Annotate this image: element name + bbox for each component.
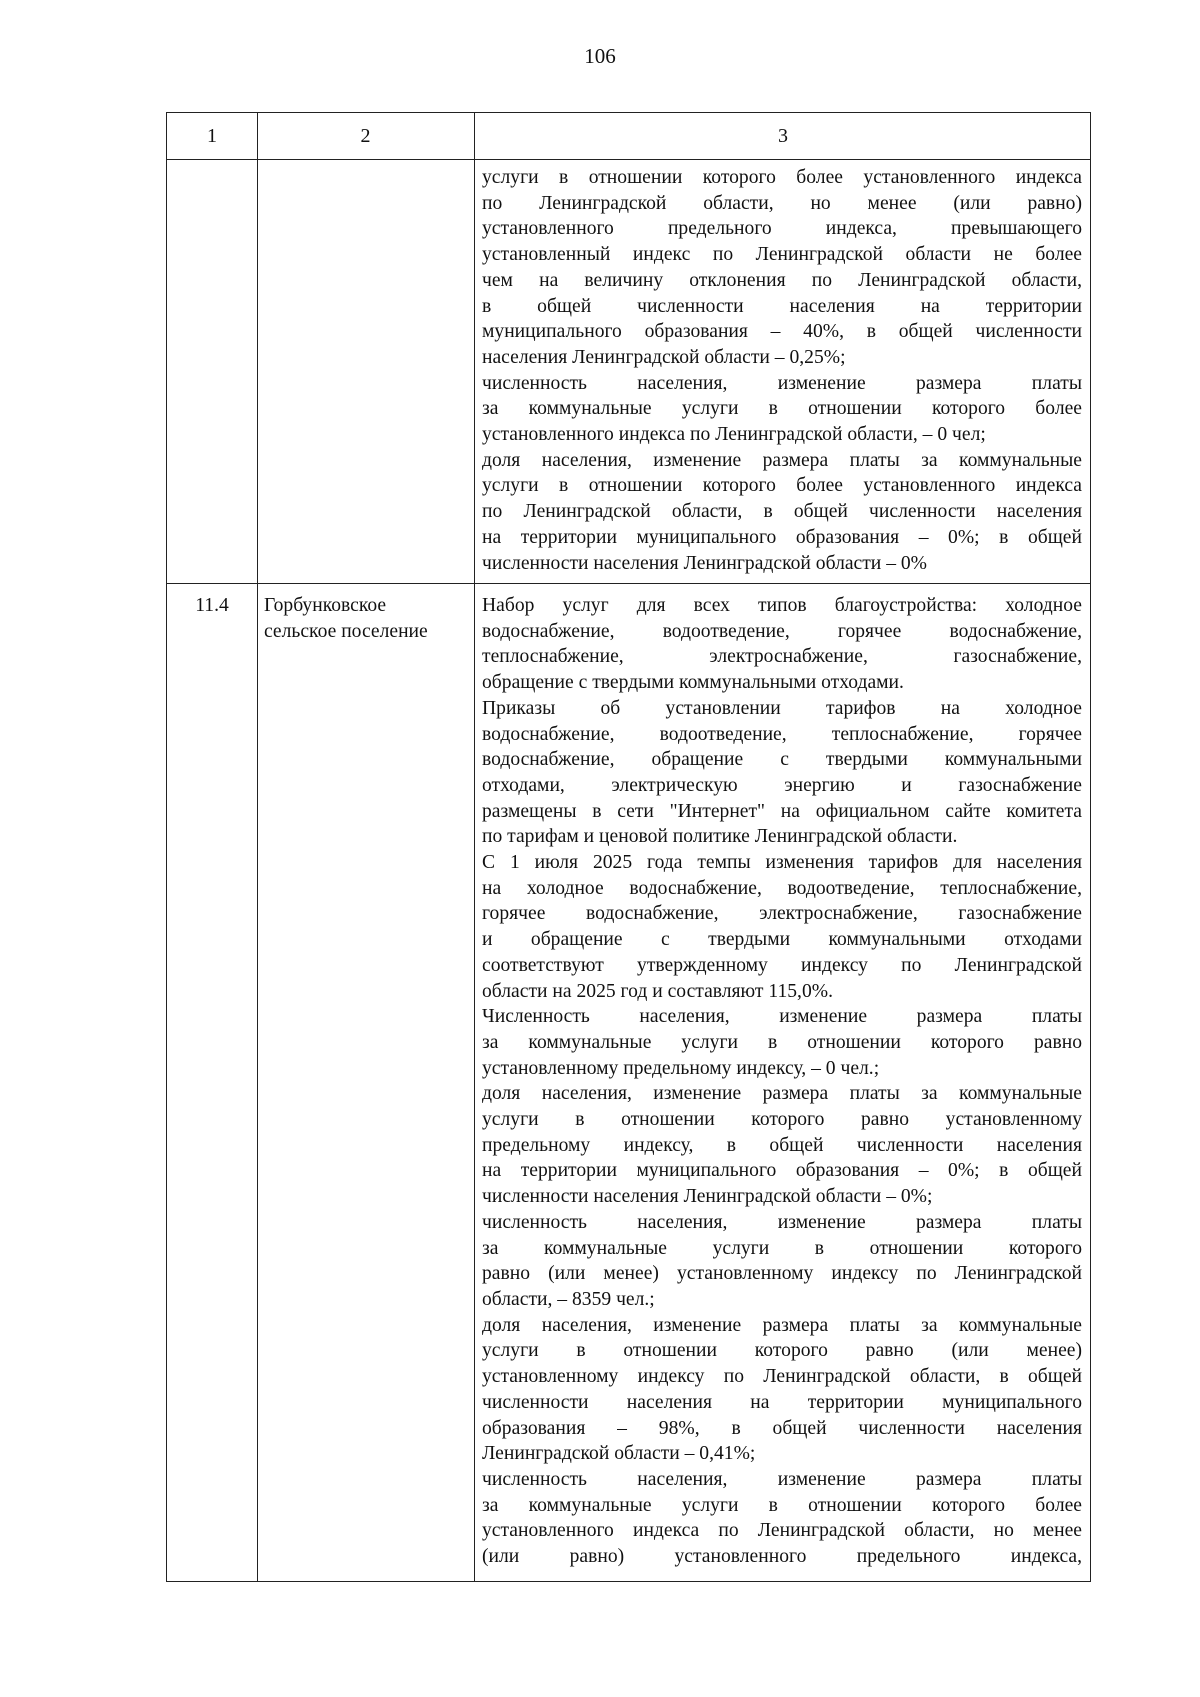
text-line: услуги в отношении которого более установленного индекса <box>482 475 1082 497</box>
text-line: численность населения, изменение размера платы <box>482 1211 1082 1233</box>
text-line: доля населения, изменение размера платы за коммунальные <box>482 449 1082 471</box>
text-line: С 1 июля 2025 года темпы изменения тарифов для населения <box>482 852 1082 874</box>
text-line: области, – 8359 чел.; <box>482 1288 655 1310</box>
text-line: доля населения, изменение размера платы за коммунальные <box>482 1314 1082 1336</box>
text-line: установленный индекс по Ленинградской области не более <box>482 244 1082 266</box>
text-line: (или равно) установленного предельного индекса, <box>482 1546 1082 1568</box>
text-line: численность населения, изменение размера платы <box>482 1468 1082 1490</box>
text-line: Приказы об установлении тарифов на холодное <box>482 697 1082 719</box>
text-line: предельному индексу, в общей численности населения <box>482 1134 1082 1156</box>
page-number: 106 <box>584 44 616 68</box>
text-line: соответствуют утвержденному индексу по Ленинградской <box>482 954 1082 976</box>
text-line: обращение с твердыми коммунальными отходами. <box>482 672 904 694</box>
text-line: по Ленинградской области, но менее (или равно) <box>482 192 1082 214</box>
header-col-1: 1 <box>207 125 217 147</box>
text-line: на территории муниципального образования – 0%; в общей <box>482 1160 1082 1182</box>
column-divider <box>474 113 475 1581</box>
text-line: установленного индекса по Ленинградской области, но менее <box>482 1520 1082 1542</box>
text-line: численность населения, изменение размера платы <box>482 372 1082 394</box>
header-col-2: 2 <box>360 125 371 147</box>
header-col-3: 3 <box>778 125 788 147</box>
text-line: образования – 98%, в общей численности населения <box>482 1417 1082 1439</box>
row-2-description <box>482 593 1082 1570</box>
text-line: на территории муниципального образования – 0%; в общей <box>482 526 1082 548</box>
text-line: по Ленинградской области, в общей численности населения <box>482 501 1082 523</box>
text-line: теплоснабжение, электроснабжение, газоснабжение, <box>482 646 1082 668</box>
text-line: услуги в отношении которого более установленного индекса <box>482 167 1082 188</box>
document-table <box>166 112 1091 1582</box>
text-line: численности населения Ленинградской области – 0%; <box>482 1186 933 1208</box>
row-2-number: 11.4 <box>195 595 229 616</box>
row-2-settlement-name <box>264 593 464 644</box>
text-line: установленного предельного индекса, превышающего <box>482 218 1082 240</box>
text-line: в общей численности населения на территории <box>482 295 1082 317</box>
text-line: за коммунальные услуги в отношении которого равно <box>482 1031 1082 1053</box>
text-line: Набор услуг для всех типов благоустройства: холодное <box>482 595 1082 616</box>
text-line: на холодное водоснабжение, водоотведение, теплоснабжение, <box>482 877 1082 899</box>
row-divider <box>167 159 1090 160</box>
text-line: численности населения Ленинградской области – 0% <box>482 552 928 574</box>
name-line: сельское поселение <box>264 620 428 642</box>
text-line: равно (или менее) установленному индексу по Ленинградской <box>482 1263 1082 1285</box>
text-line: водоснабжение, обращение с твердыми коммунальными <box>482 749 1082 771</box>
name-line: Горбунковское <box>264 595 387 616</box>
text-line: установленного индекса по Ленинградской области, – 0 чел; <box>482 424 986 446</box>
text-line: муниципального образования – 40%, в общей численности <box>482 321 1082 343</box>
text-line: установленному предельному индексу, – 0 чел.; <box>482 1057 880 1079</box>
text-line: и обращение с твердыми коммунальными отходами <box>482 929 1082 951</box>
text-line: водоснабжение, водоотведение, горячее водоснабжение, <box>482 620 1082 642</box>
text-line: услуги в отношении которого равно (или менее) <box>482 1340 1082 1362</box>
text-line: водоснабжение, водоотведение, теплоснабжение, горячее <box>482 723 1082 745</box>
row-divider <box>167 583 1090 584</box>
text-line: доля населения, изменение размера платы за коммунальные <box>482 1083 1082 1105</box>
row-1-description <box>482 165 1082 576</box>
text-line: за коммунальные услуги в отношении которого более <box>482 398 1082 420</box>
column-divider <box>257 113 258 1581</box>
text-line: за коммунальные услуги в отношении которого более <box>482 1494 1082 1516</box>
text-line: размещены в сети "Интернет" на официальном сайте комитета <box>482 800 1082 822</box>
text-line: услуги в отношении которого равно установленному <box>482 1109 1082 1131</box>
text-line: установленному индексу по Ленинградской области, в общей <box>482 1366 1082 1388</box>
text-line: области на 2025 год и составляют 115,0%. <box>482 980 833 1002</box>
text-line: Численность населения, изменение размера платы <box>482 1006 1082 1028</box>
text-line: горячее водоснабжение, электроснабжение, газоснабжение <box>482 903 1082 925</box>
text-line: населения Ленинградской области – 0,25%; <box>482 346 846 368</box>
text-line: чем на величину отклонения по Ленинградской области, <box>482 269 1082 291</box>
text-line: за коммунальные услуги в отношении которого <box>482 1237 1082 1259</box>
text-line: отходами, электрическую энергию и газоснабжение <box>482 774 1082 796</box>
text-line: численности населения на территории муниципального <box>482 1391 1082 1413</box>
text-line: по тарифам и ценовой политике Ленинградской области. <box>482 826 958 848</box>
text-line: Ленинградской области – 0,41%; <box>482 1443 756 1465</box>
